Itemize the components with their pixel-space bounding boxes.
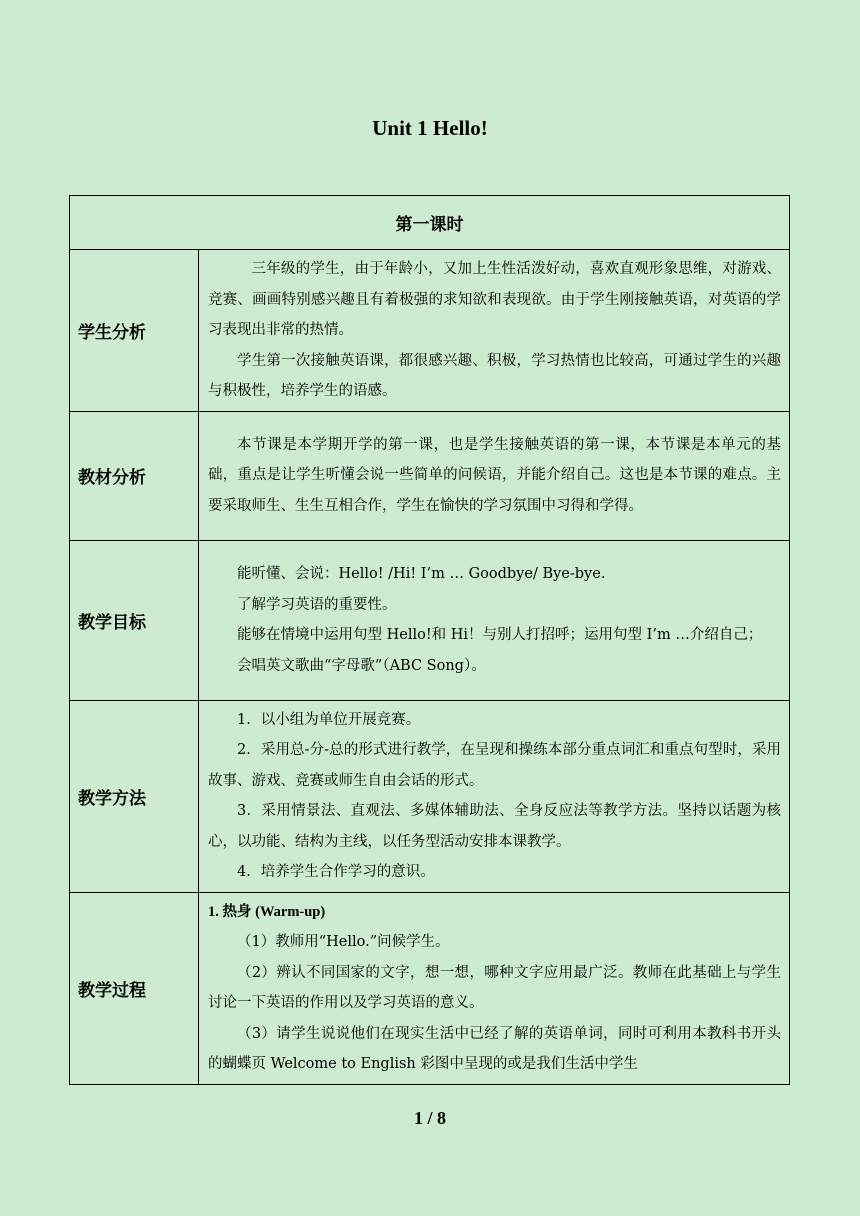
paragraph: 三年级的学生，由于年龄小，又加上生性活泼好动，喜欢直观形象思维，对游戏、竞赛、画画特别感兴趣且有着极强的求知欲和表现欲。由于学生刚接触英语，对英语的学习表现出非常的热情。: [208, 261, 781, 338]
document-title: Unit 1 Hello!: [372, 116, 488, 140]
row-content-teaching-process: [199, 892, 790, 1084]
row-content-student-analysis: [199, 250, 790, 412]
paragraph: 了解学习英语的重要性。: [237, 596, 397, 613]
page-number: 1 / 8: [413, 1108, 446, 1128]
table-row: [70, 540, 790, 700]
paragraph: （2）辨认不同国家的文字，想一想，哪种文字应用最广泛。教师在此基础上与学生讨论一下英语的作用以及学习英语的意义。: [208, 964, 781, 1011]
table-row: [70, 250, 790, 412]
row-label-student-analysis: 学生分析: [70, 250, 199, 412]
row-label-textbook-analysis: 教材分析: [70, 411, 199, 540]
table-row: [70, 411, 790, 540]
row-label-teaching-process: 教学过程: [70, 892, 199, 1084]
row-label-teaching-methods: 教学方法: [70, 700, 199, 892]
paragraph: 1．以小组为单位开展竞赛。: [237, 711, 421, 728]
lesson-period-header: 第一课时: [70, 196, 790, 250]
table-row: [70, 892, 790, 1084]
paragraph: （3）请学生说说他们在现实生活中已经了解的英语单词，同时可利用本教科书开头的蝴蝶页 Welcome to English 彩图中呈现的或是我们生活中学生: [208, 1025, 781, 1072]
paragraph: 学生第一次接触英语课，都很感兴趣、积极，学习热情也比较高，可通过学生的兴趣与积极性，培养学生的语感。: [208, 352, 781, 399]
paragraph: 能听懂、会说：Hello! /Hi! I’m … Goodbye/ Bye-bye.: [237, 566, 606, 582]
paragraph: 本节课是本学期开学的第一课，也是学生接触英语的第一课，本节课是本单元的基础，重点是让学生听懂会说一些简单的问候语，并能介绍自己。这也是本节课的难点。主要采取师生、生生互相合作，学生在愉快的学习氛围中习得和学得。: [208, 436, 781, 514]
row-label-teaching-objectives: 教学目标: [70, 540, 199, 700]
table-header-row: [70, 196, 790, 250]
lesson-plan-table: [69, 195, 790, 1085]
paragraph: 能够在情境中运用句型 Hello!和 Hi！与别人打招呼；运用句型 I’m …介绍自己；: [237, 627, 763, 643]
row-content-textbook-analysis: [199, 411, 790, 540]
row-content-teaching-objectives: [199, 540, 790, 700]
paragraph: （1）教师用“Hello.”问候学生。: [237, 934, 450, 950]
section-heading: 1. 热身 (Warm-up): [208, 903, 326, 920]
paragraph: 2．采用总-分-总的形式进行教学，在呈现和操练本部分重点词汇和重点句型时，采用故事、游戏、竞赛或师生自由会话的形式。: [208, 742, 781, 789]
table-row: [70, 700, 790, 892]
paragraph: 3．采用情景法、直观法、多媒体辅助法、全身反应法等教学方法。坚持以话题为核心，以功能、结构为主线，以任务型活动安排本课教学。: [208, 803, 781, 850]
paragraph: 会唱英文歌曲“字母歌”（ABC Song）。: [237, 657, 486, 674]
row-content-teaching-methods: [199, 700, 790, 892]
paragraph: 4．培养学生合作学习的意识。: [237, 864, 435, 880]
